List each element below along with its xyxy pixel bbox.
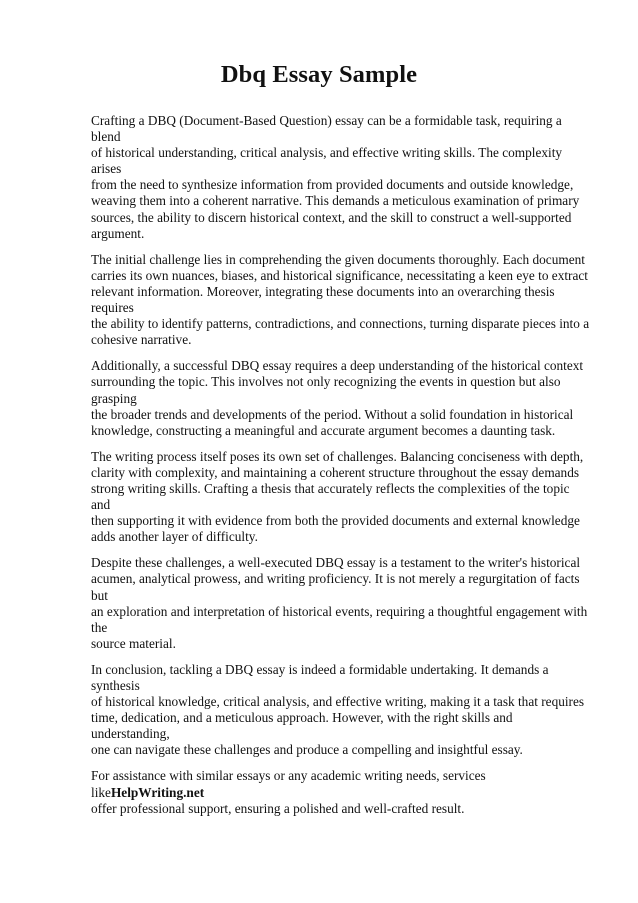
closing-text-before: For assistance with similar essays or any academic writing needs, services like [91, 768, 486, 800]
paragraph-6: In conclusion, tackling a DBQ essay is indeed a formidable undertaking. It demands a synthesis of historical knowledge, critical analysis, and effective writing, making it a task that requires time, dedication, and a meticulous approach. However, with the right skills and understanding, one can navigate these challenges and produce a compelling and insightful essay. [91, 661, 585, 758]
paragraph-1: Crafting a DBQ (Document-Based Question) essay can be a formidable task, requiring a blend of historical understanding, critical analysis, and effective writing skills. The complexity arises from the need to synthesize information from provided documents and outside knowledge, weaving them into a coherent narrative. This demands a meticulous examination of primary sources, the ability to discern historical context, and the skill to construct a well-supported argument. [91, 113, 580, 241]
closing-text-after: offer professional support, ensuring a polished and well-crafted result. [91, 800, 465, 816]
paragraph-5: Despite these challenges, a well-executed DBQ essay is a testament to the writer's historical acumen, analytical prowess, and writing proficiency. It is not merely a regurgitation of facts but an exploration and interpretation of historical events, requiring a thoughtful engagement with the source material. [91, 555, 588, 651]
paragraph-4: The writing process itself poses its own set of challenges. Balancing conciseness with depth, clarity with complexity, and maintaining a coherent structure throughout the essay demands strong writing skills. Crafting a thesis that accurately reflects the complexities of the topic and then supporting it with evidence from both the provided documents and external knowledge adds another layer of difficulty. [91, 448, 584, 545]
paragraph-2: The initial challenge lies in comprehending the given documents thoroughly. Each document carries its own nuances, biases, and historical significance, necessitating a keen eye to extract relevant information. Moreover, integrating these documents into an overarching thesis requires the ability to identify patterns, contradictions, and connections, turning disparate pieces into a cohesive narrative. [91, 251, 590, 348]
helpwriting-brand: HelpWriting.net [110, 784, 205, 800]
paragraph-3: Additionally, a successful DBQ essay requires a deep understanding of the historical context surrounding the topic. This involves not only recognizing the events in question but also grasping the broader trends and developments of the period. Without a solid foundation in historical knowledge, constructing a meaningful and accurate argument becomes a daunting task. [91, 358, 584, 438]
document-title: Dbq Essay Sample [220, 61, 418, 88]
closing-paragraph [91, 768, 590, 816]
